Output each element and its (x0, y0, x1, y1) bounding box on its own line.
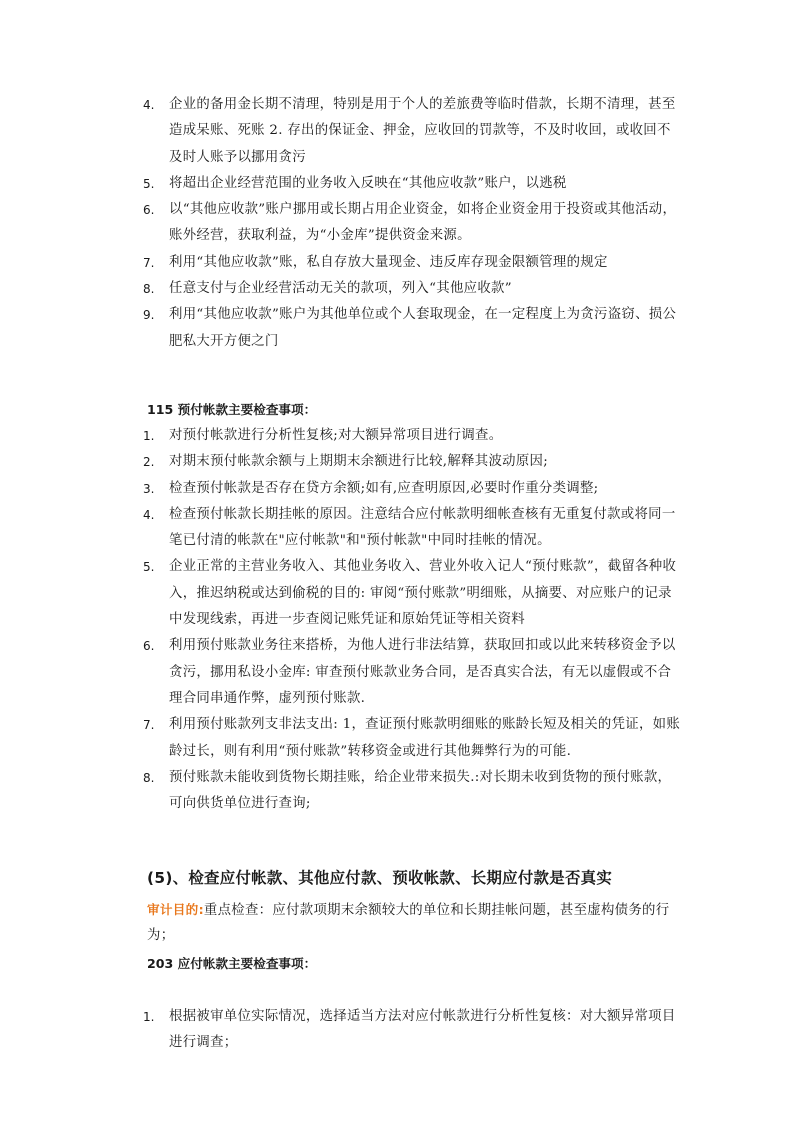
list-item (143, 554, 683, 633)
item-number: 4. (143, 98, 155, 112)
item-text: 任意支付与企业经营活动无关的款项，列入“其他应收款” (169, 281, 512, 297)
item-number: 6. (143, 639, 155, 654)
prepayments-heading: 115 预付帐款主要检查事项： (147, 402, 317, 417)
item-number: 5. (143, 176, 155, 191)
list-item (143, 765, 683, 818)
payables-checklist (143, 1004, 683, 1057)
list-item (143, 712, 683, 765)
item-text: 企业正常的主营业务收入、其他业务收入、营业外收入记人“预付账款”，截留各种收入，推迟纳税或达到偷税的目的: 审阅“预付账款”明细账，从摘要、对应账户的记录中发现线索，再进一步查阅记账凭证和原始凭证等相关资料 (169, 559, 677, 628)
item-number: 6. (143, 203, 155, 218)
list-item (143, 197, 683, 250)
item-text: 利用“其他应收款”账户为其他单位或个人套取现金，在一定程度上为贪污盗窃、损公肥私大开方便之门 (169, 307, 677, 349)
item-number: 1. (143, 1010, 155, 1024)
payables-heading: 203 应付帐款主要检查事项： (147, 956, 317, 971)
list-item (143, 276, 683, 302)
item-text: 以“其他应收款”账户挪用或长期占用企业资金，如将企业资金用于投资或其他活动，账外经营，获取利益，为“小金库”提供资金来源。 (169, 202, 677, 244)
section-title: (5)、检查应付帐款、其他应付款、预收帐款、长期应付款是否真实 (147, 869, 613, 887)
item-number: 4. (143, 507, 155, 522)
list-item (143, 449, 683, 475)
item-text: 检查预付帐款长期挂帐的原因。注意结合应付帐款明细帐查核有无重复付款或将同一笔已付清的帐款在"应付帐款"和"预付帐款"中同时挂帐的情况。 (169, 506, 676, 549)
item-text: 将超出企业经营范围的业务收入反映在“其他应收款”账户，以逃税 (169, 175, 567, 191)
item-number: 9. (143, 308, 155, 323)
list-item (143, 92, 683, 171)
prepayments-checklist (143, 423, 683, 817)
other-receivables-list (143, 92, 683, 355)
item-number: 1. (143, 429, 155, 443)
item-text: 利用预付账款业务往来搭桥，为他人进行非法结算，获取回扣或以此来转移资金予以贪污，挪用私设小金库: 审查预付账款业务合同，是否真实合法，有无以虚假或不合理合同串通作弊，虚列预付账款. (169, 638, 676, 706)
item-text: 利用预付账款列支非法支出: 1，查证预付账款明细账的账龄长短及相关的凭证，如账龄过长，则有利用“预付账款”转移资金或进行其他舞弊行为的可能. (169, 717, 681, 759)
item-number: 5. (143, 560, 155, 575)
item-number: 8. (143, 770, 155, 785)
list-item (143, 302, 683, 355)
list-item (143, 476, 683, 502)
item-number: 2. (143, 455, 155, 470)
item-number: 8. (143, 282, 155, 297)
item-number: 3. (143, 481, 155, 496)
item-text: 对预付帐款进行分析性复核;对大额异常项目进行调查。 (169, 428, 503, 443)
item-text: 预付账款未能收到货物长期挂账，给企业带来损失.:对长期未收到货物的预付账款，可向供货单位进行查询; (169, 769, 672, 812)
item-text: 利用“其他应收款”账，私自存放大量现金、违反库存现金限额管理的规定 (169, 254, 608, 270)
audit-purpose-text: 重点检查：应付款项期末余额较大的单位和长期挂帐问题，甚至虚构债务的行为； (147, 903, 670, 943)
item-text: 根据被审单位实际情况，选择适当方法对应付帐款进行分析性复核：对大额异常项目进行调查； (169, 1009, 676, 1051)
item-text: 对期末预付帐款余额与上期期末余额进行比较,解释其波动原因; (169, 454, 549, 470)
list-item (143, 633, 683, 712)
item-text: 企业的备用金长期不清理，特别是用于个人的差旅费等临时借款，长期不清理，甚至造成呆账、死账 2. 存出的保证金、押金，应收回的罚款等，不及时收回，或收回不及时人账予以挪用贪污 (169, 97, 676, 165)
item-number: 7. (143, 255, 155, 270)
list-item (143, 502, 683, 555)
audit-purpose-label: 审计目的: (147, 902, 204, 917)
item-number: 7. (143, 718, 155, 733)
list-item (143, 423, 683, 449)
list-item (143, 171, 683, 197)
audit-purpose (147, 897, 683, 948)
list-item (143, 1004, 683, 1057)
item-text: 检查预付帐款是否存在贷方余额;如有,应查明原因,必要时作重分类调整; (169, 480, 599, 496)
list-item (143, 250, 683, 276)
